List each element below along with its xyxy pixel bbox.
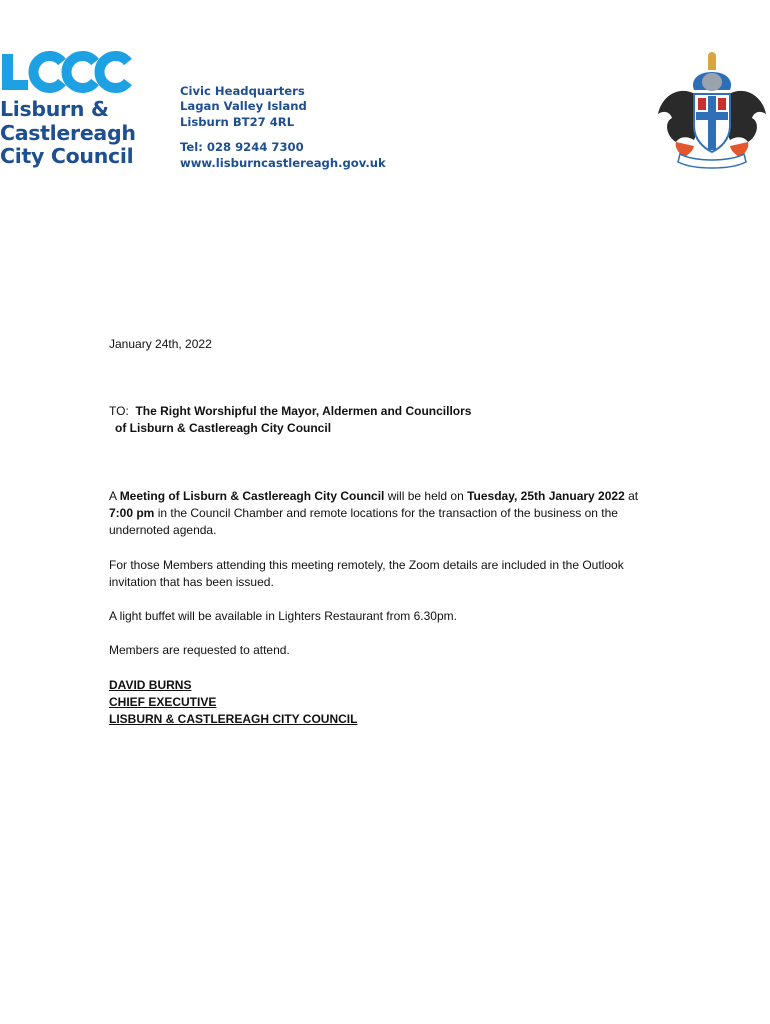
lccc-logo-icon xyxy=(0,48,140,96)
coat-of-arms-icon xyxy=(654,50,770,170)
signatory-title: CHIEF EXECUTIVE xyxy=(109,695,217,709)
contact-block xyxy=(180,139,386,171)
zoom-paragraph: For those Members attending this meeting remotely, the Zoom details are included in the Outlook invitation that has been issued. xyxy=(109,558,624,589)
meeting-date: Tuesday, 25th January 2022 xyxy=(467,489,625,503)
website-link[interactable]: www.lisburncastlereagh.gov.uk xyxy=(180,156,386,170)
signatory-name: DAVID BURNS xyxy=(109,678,192,692)
council-logo xyxy=(0,48,140,168)
council-name-line: Castlereagh xyxy=(0,120,136,145)
meeting-time: 7:00 pm xyxy=(109,506,155,520)
addressee-block xyxy=(109,403,471,437)
meeting-paragraph xyxy=(109,488,649,539)
addressee-line: The Right Worshipful the Mayor, Aldermen and Councillors xyxy=(135,404,472,418)
attendance-paragraph: Members are requested to attend. xyxy=(109,643,290,657)
to-label: TO: xyxy=(109,404,129,418)
text-run: in the Council Chamber and remote locations for the transaction of the business on the undernoted agenda. xyxy=(109,506,618,537)
signatory-organisation: LISBURN & CASTLEREAGH CITY COUNCIL xyxy=(109,712,358,726)
address-line: Civic Headquarters xyxy=(180,84,305,98)
letter-date: January 24th, 2022 xyxy=(109,337,212,351)
council-name-line: City Council xyxy=(0,144,134,168)
text-run: at xyxy=(624,489,639,503)
meeting-name: Meeting of Lisburn & Castlereagh City Council xyxy=(119,489,385,503)
address-block xyxy=(180,84,307,130)
address-line: Lagan Valley Island xyxy=(180,99,307,114)
text-run: will be held on xyxy=(384,489,468,503)
signature-block xyxy=(109,677,357,728)
buffet-paragraph: A light buffet will be available in Lighters Restaurant from 6.30pm. xyxy=(109,609,457,623)
telephone: Tel: 028 9244 7300 xyxy=(180,140,304,154)
council-name xyxy=(0,98,150,169)
council-name-line: Lisburn & xyxy=(0,97,109,121)
address-line: Lisburn BT27 4RL xyxy=(180,114,295,129)
addressee-line: of Lisburn & Castlereagh City Council xyxy=(115,421,332,435)
text-run: A xyxy=(109,489,120,503)
